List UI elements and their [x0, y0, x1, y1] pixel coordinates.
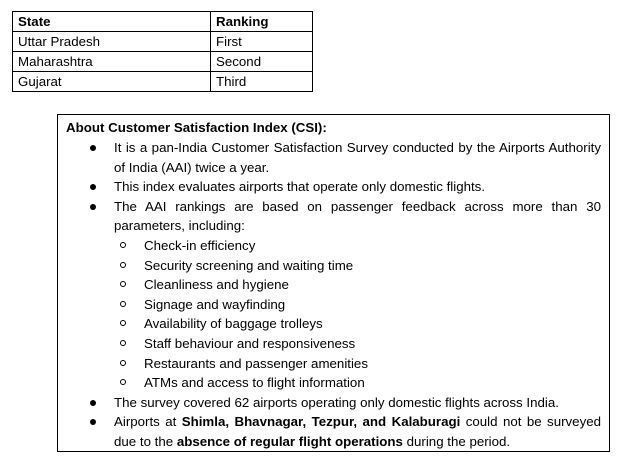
bullet-icon [90, 145, 96, 151]
table-row [13, 52, 313, 72]
parameter-item: Security screening and waiting time [114, 256, 601, 276]
csi-bullet-list [58, 138, 609, 452]
parameter-list [114, 236, 601, 393]
parameter-item: Restaurants and passenger amenities [114, 354, 601, 374]
list-item [58, 138, 609, 177]
header-state: State [13, 12, 211, 32]
table-header-row [13, 12, 313, 32]
list-item [58, 412, 609, 451]
parameter-item: Staff behaviour and responsiveness [114, 334, 601, 354]
circle-bullet-icon [120, 320, 126, 326]
parameter-item: Signage and wayfinding [114, 295, 601, 315]
unsurveyed-reason: absence of regular flight operations [176, 433, 403, 449]
parameter-item: Check-in efficiency [114, 236, 601, 256]
circle-bullet-icon [120, 360, 126, 366]
state-ranking-table [12, 11, 313, 92]
circle-bullet-icon [120, 281, 126, 287]
circle-bullet-icon [120, 262, 126, 268]
header-ranking: Ranking [211, 12, 313, 32]
bullet-text: This index evaluates airports that operate only domestic flights. [114, 179, 486, 195]
ranking-cell: First [211, 32, 313, 52]
ranking-cell: Second [211, 52, 313, 72]
circle-bullet-icon [120, 379, 126, 385]
csi-info-box [57, 114, 610, 452]
bullet-icon [90, 184, 96, 190]
list-item [58, 177, 609, 197]
circle-bullet-icon [120, 340, 126, 346]
bullet-icon [90, 204, 96, 210]
bullet-text: The AAI rankings are based on passenger feedback across more than 30 parameters, including: [114, 198, 601, 234]
circle-bullet-icon [120, 301, 126, 307]
list-item [58, 197, 609, 393]
ranking-cell: Third [211, 72, 313, 92]
parameter-item: ATMs and access to flight information [114, 373, 601, 393]
bullet-text: The survey covered 62 airports operating only domestic flights across India. [114, 394, 559, 410]
circle-bullet-icon [120, 242, 126, 248]
state-cell: Gujarat [13, 72, 211, 92]
bullet-text: Airports at Shimla, Bhavnagar, Tezpur, and Kalaburagi could not be surveyed due to the absence of regular flight operations during the period. [114, 414, 602, 449]
state-cell: Uttar Pradesh [13, 32, 211, 52]
table-row [13, 72, 313, 92]
bullet-icon [90, 419, 96, 425]
parameter-item: Availability of baggage trolleys [114, 314, 601, 334]
csi-title: About Customer Satisfaction Index (CSI): [66, 120, 327, 135]
bullet-icon [90, 400, 96, 406]
parameter-item: Cleanliness and hygiene [114, 275, 601, 295]
table-row [13, 32, 313, 52]
state-cell: Maharashtra [13, 52, 211, 72]
unsurveyed-airports: Shimla, Bhavnagar, Tezpur, and Kalaburagi [181, 414, 461, 430]
list-item [58, 393, 609, 413]
bullet-text: It is a pan-India Customer Satisfaction Survey conducted by the Airports Authority of India (AAI) twice a year. [114, 140, 601, 175]
